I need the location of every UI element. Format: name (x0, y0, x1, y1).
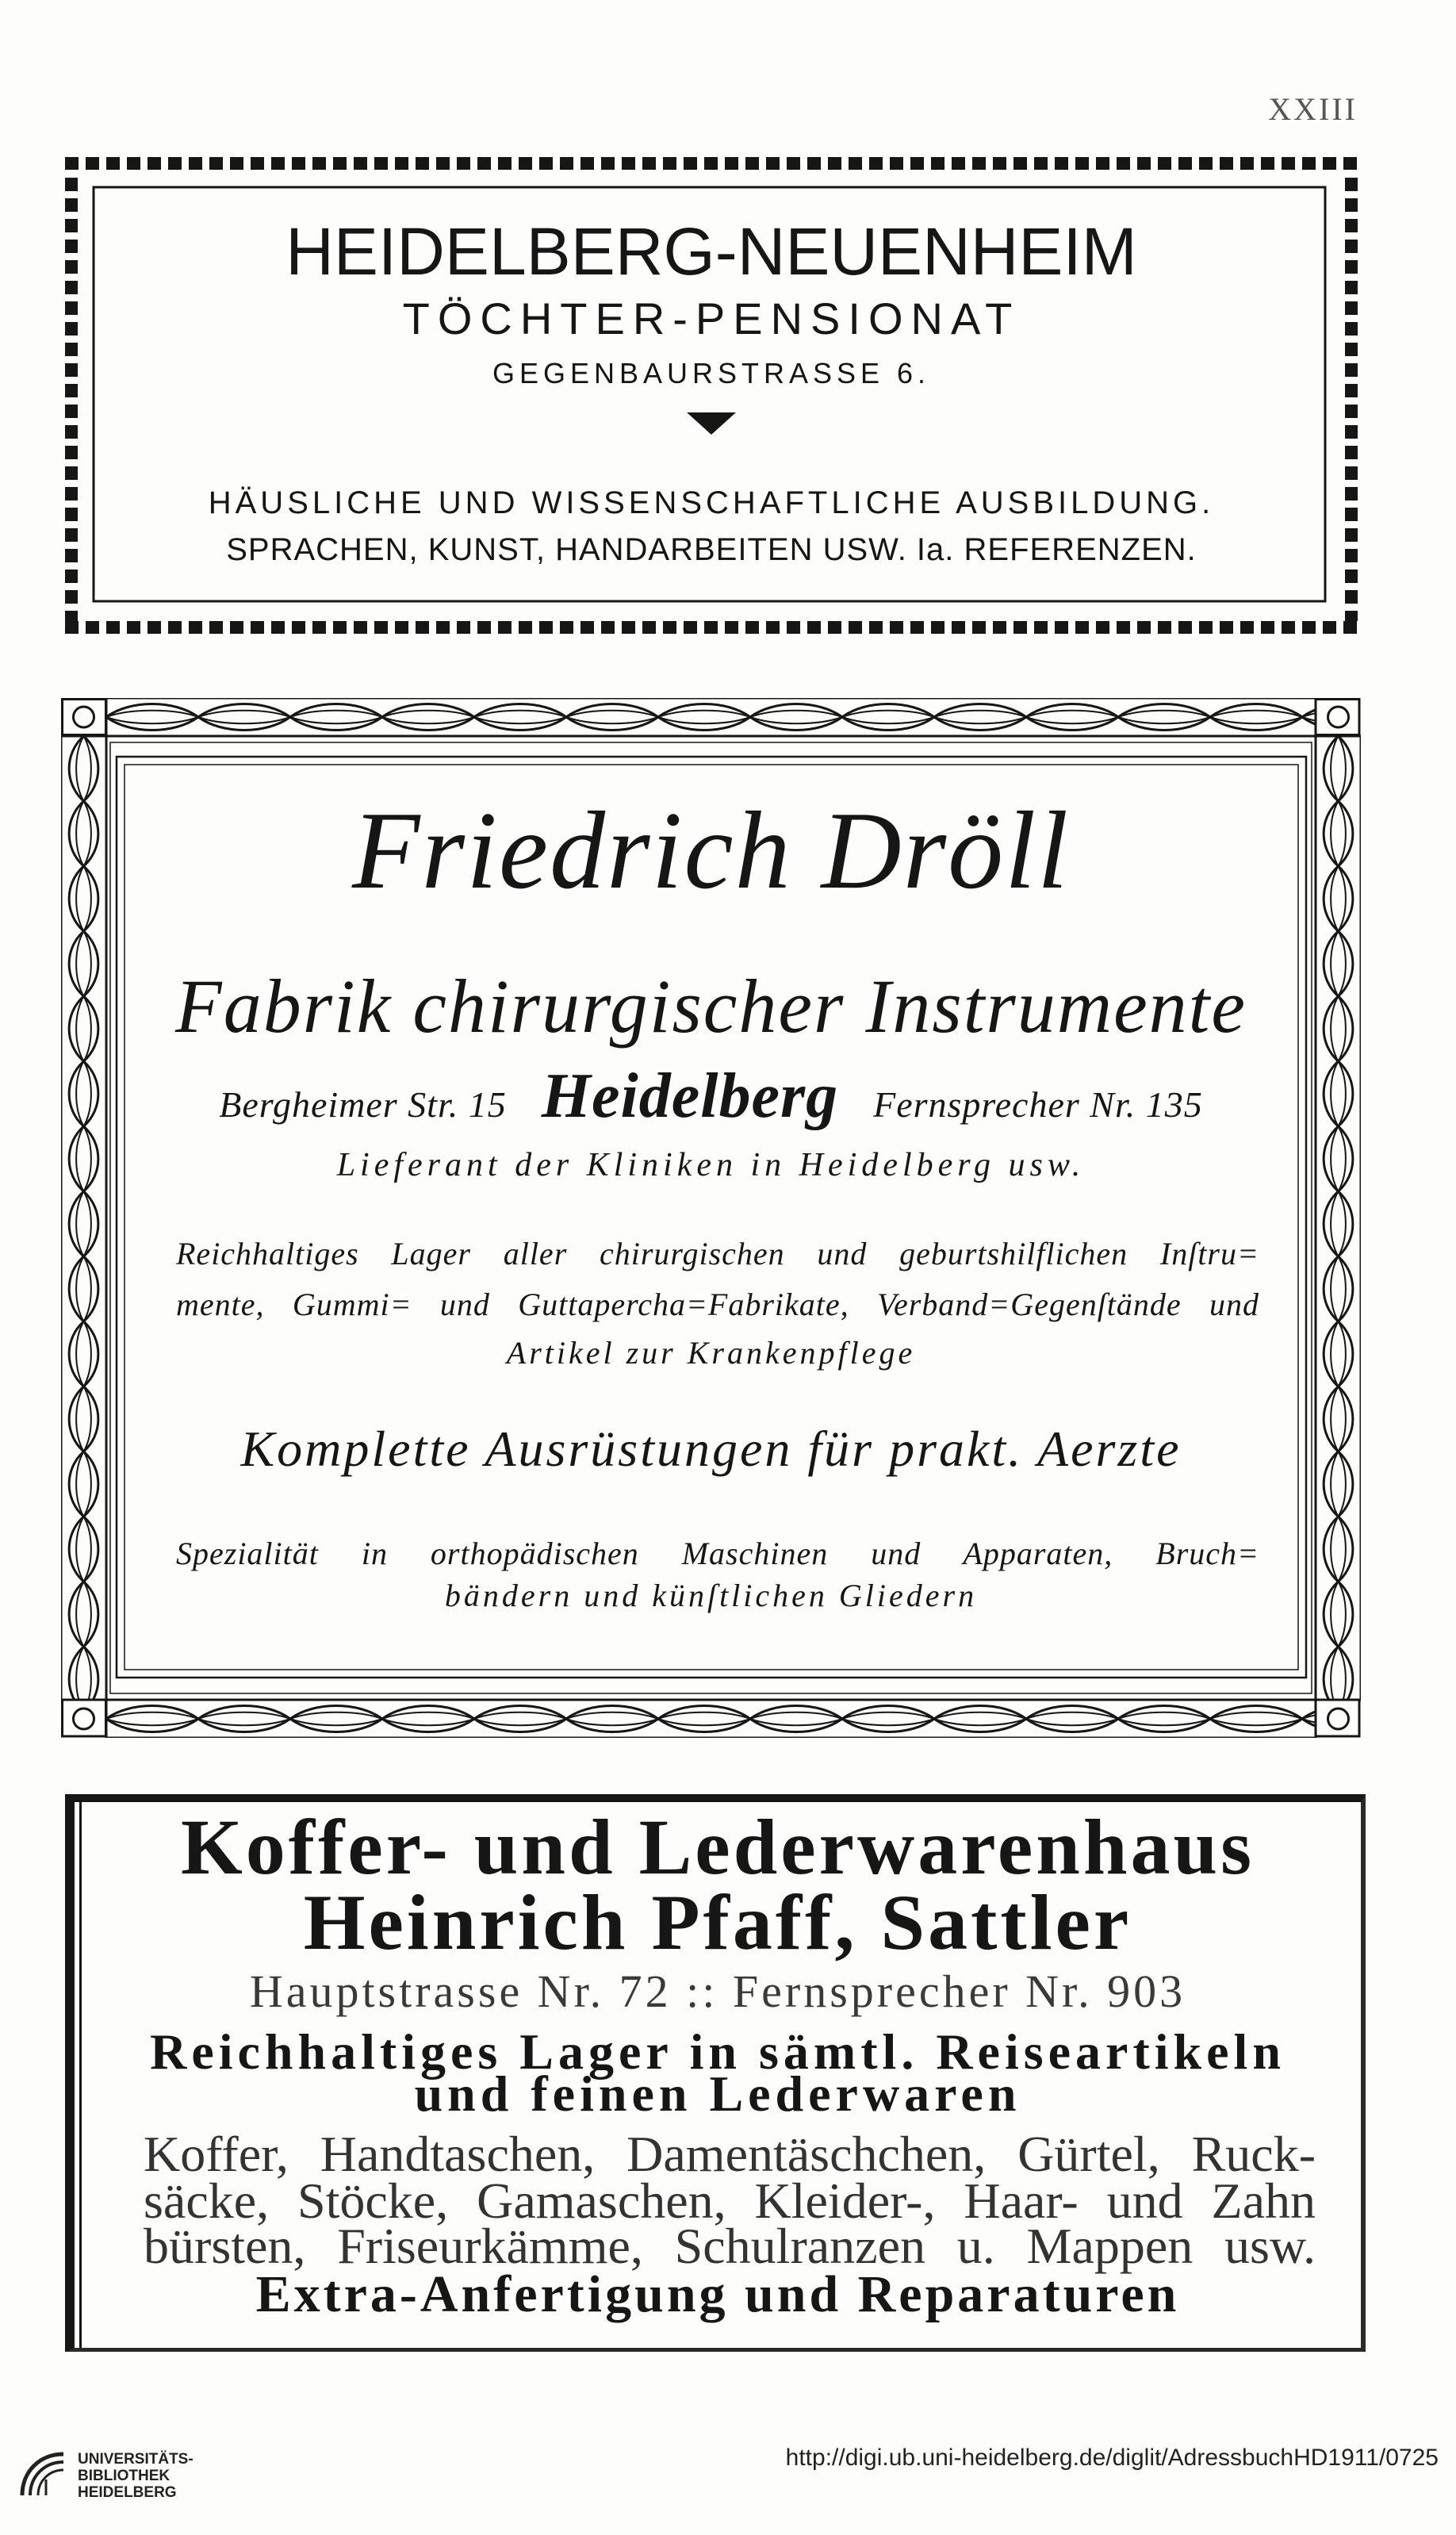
source-url: http://digi.ub.uni-heidelberg.de/diglit/AdressbuchHD1911/0725 (785, 2445, 1439, 2471)
pension-address: GEGENBAURSTRASSE 6. (492, 357, 931, 389)
droell-specialty-line: Spezialität in orthopädischen Maschinen und Apparaten, Bruch= (176, 1536, 1259, 1571)
droell-phone: Fernsprecher Nr. 135 (873, 1084, 1203, 1125)
pfaff-goods-line: säcke, Stöcke, Gamaschen, Kleider-, Haar- und Zahn (144, 2173, 1316, 2229)
pension-title: HEIDELBERG-NEUENHEIM (285, 214, 1137, 289)
chain-ornament-bottom (106, 1700, 1316, 1738)
droell-stock-line: mente, Gummi= und Guttapercha=Fabrikate, Verband=Gegenſtände und (176, 1287, 1259, 1322)
droell-street: Bergheimer Str. 15 (219, 1084, 507, 1125)
down-triangle-icon (687, 412, 736, 435)
droell-supplier: Lieferant der Kliniken in Heidelberg usw. (336, 1147, 1086, 1183)
chain-ornament-top (106, 698, 1316, 736)
droell-address-line (61, 1061, 1361, 1131)
square-border-bottom (65, 621, 1358, 634)
library-name (78, 2451, 193, 2501)
page-number: XXIII (1268, 91, 1358, 127)
droell-city: Heidelberg (541, 1061, 839, 1131)
pfaff-contact: Hauptstrasse Nr. 72 :: Fernsprecher Nr. 903 (249, 1965, 1186, 2017)
droell-name: Friedrich Dröll (352, 789, 1070, 912)
pfaff-goods-line: bürsten, Friseurkämme, Schulranzen u. Mappen usw. (144, 2218, 1316, 2274)
pfaff-goods-line: Koffer, Handtaschen, Damentäschchen, Gürtel, Ruck- (144, 2126, 1316, 2182)
library-name-line: BIBLIOTHEK (78, 2468, 171, 2484)
droell-business: Fabrik chirurgischer Instrumente (175, 964, 1247, 1049)
library-name-line: HEIDELBERG (78, 2484, 177, 2501)
droell-stock-line: Artikel zur Krankenpflege (506, 1335, 916, 1371)
droell-specialty-line: bändern und künſtlichen Gliedern (444, 1578, 978, 1613)
droell-highlight: Komplette Ausrüstungen für prakt. Aerzte (240, 1421, 1182, 1477)
pension-subtitle: TÖCHTER-PENSIONAT (402, 293, 1021, 343)
pfaff-stock-line: und feinen Lederwaren (414, 2065, 1021, 2122)
pension-education-line: HÄUSLICHE UND WISSENSCHAFTLICHE AUSBILDUNG. (208, 485, 1215, 520)
library-name-line: UNIVERSITÄTS- (78, 2451, 193, 2468)
pfaff-service: Extra-Anfertigung und Reparaturen (255, 2265, 1180, 2323)
pfaff-owner: Heinrich Pfaff, Sattler (303, 1878, 1132, 1966)
droell-stock-line: Reichhaltiges Lager aller chirurgischen und geburtshilflichen Inſtru= (176, 1236, 1259, 1271)
pension-subjects-line: SPRACHEN, KUNST, HANDARBEITEN USW. Ia. REFERENZEN. (226, 532, 1197, 567)
pfaff-headline: Koffer- und Lederwarenhaus (181, 1803, 1255, 1891)
ad-pfaff-leather (65, 1794, 1366, 2352)
library-logo-icon (16, 2448, 68, 2500)
pfaff-stock-line: Reichhaltiges Lager in sämtl. Reiseartikeln (150, 2023, 1285, 2080)
ad-droell-instruments (61, 698, 1361, 1738)
ad-toechter-pension (65, 157, 1358, 634)
square-border-top (65, 157, 1358, 170)
